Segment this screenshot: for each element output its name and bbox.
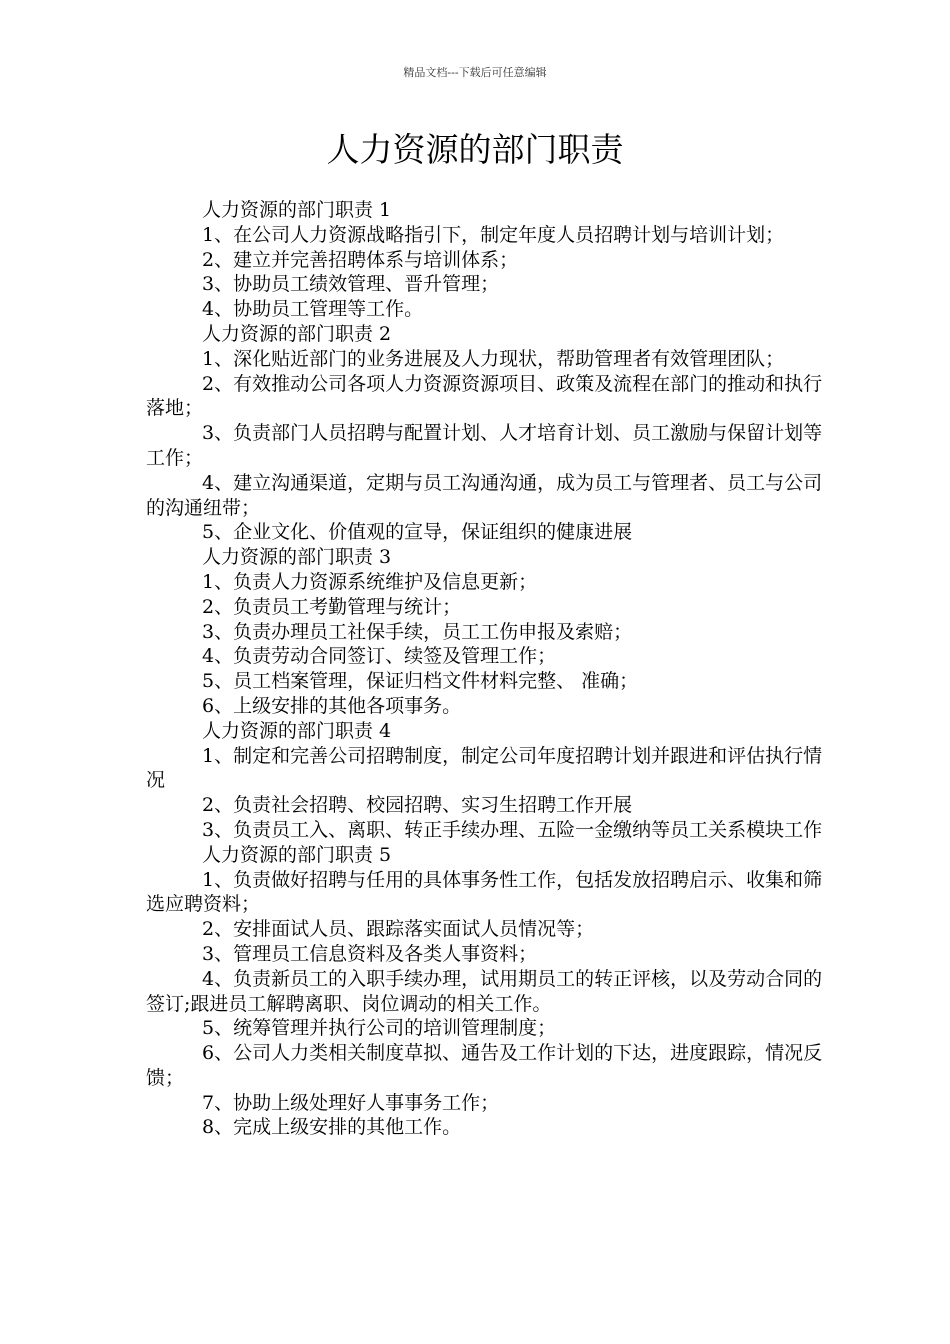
- list-item: 4、建立沟通渠道，定期与员工沟通沟通，成为员工与管理者、员工与公司的沟通纽带；: [146, 471, 823, 519]
- list-item: 4、负责劳动合同签订、续签及管理工作；: [202, 645, 557, 668]
- list-item: 5、企业文化、价值观的宣导，保证组织的健康进展: [202, 521, 633, 544]
- list-item: 1、负责做好招聘与任用的具体事务性工作，包括发放招聘启示、收集和筛选应聘资料；: [146, 868, 823, 916]
- section-heading: 人力资源的部门职责 3: [202, 546, 392, 569]
- document-title: 人力资源的部门职责: [326, 130, 624, 169]
- list-item: 3、负责员工入、离职、转正手续办理、五险一金缴纳等员工关系模块工作: [202, 818, 823, 841]
- list-item: 1、深化贴近部门的业务进展及人力现状，帮助管理者有效管理团队；: [202, 347, 785, 370]
- list-item: 3、管理员工信息资料及各类人事资料；: [202, 942, 538, 965]
- list-item: 2、负责社会招聘、校园招聘、实习生招聘工作开展: [202, 794, 633, 817]
- list-item: 1、负责人力资源系统维护及信息更新；: [202, 570, 538, 593]
- list-item: 3、负责办理员工社保手续，员工工伤申报及索赔；: [202, 620, 633, 643]
- section-heading: 人力资源的部门职责 1: [202, 199, 392, 221]
- list-item: 3、协助员工绩效管理、晋升管理；: [202, 273, 500, 296]
- section-heading: 人力资源的部门职责 4: [202, 719, 392, 742]
- list-item: 2、有效推动公司各项人力资源资源项目、政策及流程在部门的推动和执行落地；: [146, 372, 823, 420]
- document-body: [146, 198, 826, 1140]
- section-heading: 人力资源的部门职责 2: [202, 322, 392, 345]
- list-item: 6、上级安排的其他各项事务。: [202, 694, 462, 717]
- list-item: 1、在公司人力资源战略指引下，制定年度人员招聘计划与培训计划；: [202, 223, 785, 246]
- list-item: 7、协助上级处理好人事事务工作；: [202, 1091, 500, 1114]
- list-item: 4、协助员工管理等工作。: [202, 298, 424, 321]
- header-note: 精品文档---下载后可任意编辑: [403, 66, 547, 79]
- list-item: 6、公司人力类相关制度草拟、通告及工作计划的下达，进度跟踪，情况反馈；: [146, 1042, 823, 1089]
- list-item: 3、负责部门人员招聘与配置计划、人才培育计划、员工激励与保留计划等工作；: [146, 422, 823, 469]
- list-item: 1、制定和完善公司招聘制度，制定公司年度招聘计划并跟进和评估执行情况: [146, 744, 823, 792]
- list-item: 2、建立并完善招聘体系与培训体系；: [202, 248, 519, 271]
- list-item: 4、负责新员工的入职手续办理，试用期员工的转正评核，以及劳动合同的签订;跟进员工解聘离职、岗位调动的相关工作。: [146, 967, 823, 1015]
- list-item: 2、负责员工考勤管理与统计；: [202, 595, 462, 618]
- list-item: 8、完成上级安排的其他工作。: [202, 1116, 462, 1139]
- list-item: 2、安排面试人员、跟踪落实面试人员情况等；: [202, 918, 595, 941]
- list-item: 5、员工档案管理，保证归档文件材料完整、 准确；: [202, 670, 639, 693]
- list-item: 5、统筹管理并执行公司的培训管理制度；: [202, 1017, 557, 1040]
- section-heading: 人力资源的部门职责 5: [202, 843, 392, 866]
